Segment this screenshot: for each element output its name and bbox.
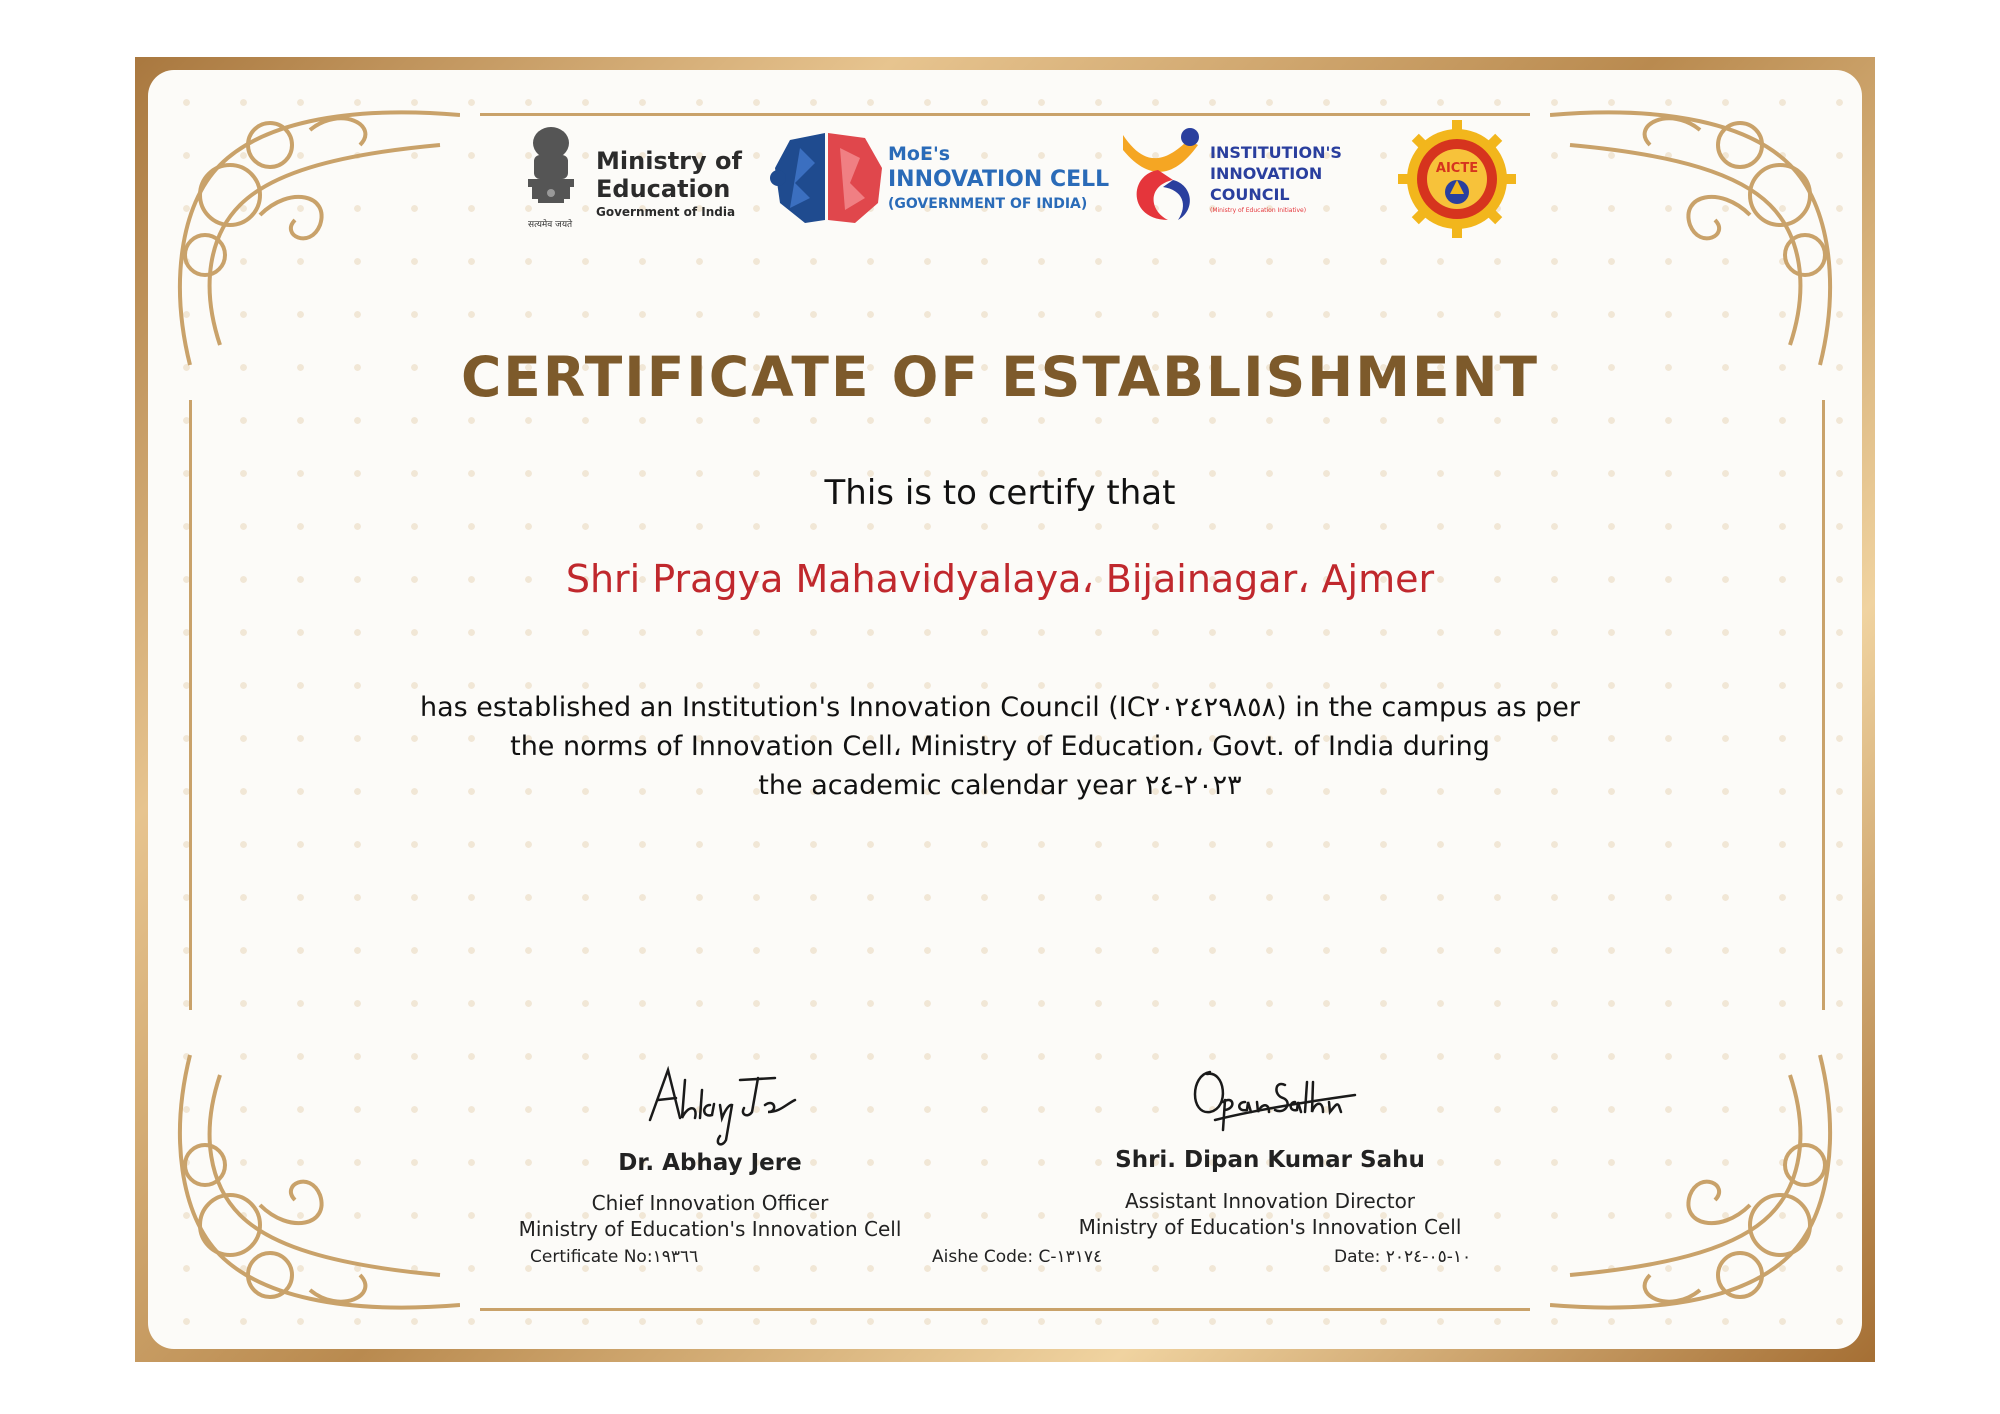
- body-line-2: the norms of Innovation Cell، Ministry of Education، Govt. of India during: [510, 731, 1490, 762]
- corner-ornament-bottom-left: [160, 1035, 460, 1335]
- iic-line1: INSTITUTION'S: [1210, 143, 1342, 162]
- aicte-logo: [1398, 120, 1516, 238]
- corner-ornament-bottom-right: [1550, 1035, 1850, 1335]
- corner-ornament-top-left: [160, 85, 460, 385]
- iic-logo: [1118, 125, 1358, 235]
- aishe-code: Aishe Code: C-١٣١٧٤: [932, 1247, 1103, 1267]
- moe-logo: [520, 125, 740, 235]
- certificate-title: CERTIFICATE OF ESTABLISHMENT: [460, 345, 1540, 409]
- moe-line1: Ministry of: [596, 147, 742, 175]
- bottom-rule: [480, 1308, 1530, 1311]
- left-signatory-org: Ministry of Education's Innovation Cell: [518, 1217, 902, 1241]
- iic-line2: INNOVATION: [1210, 164, 1323, 183]
- ic-line3: (GOVERNMENT OF INDIA): [888, 196, 1088, 212]
- iic-line4: (Ministry of Education Initiative): [1210, 207, 1307, 214]
- body-line-1: has established an Institution's Innovation Council (IC٢٠٢٤٢٩٨٥٨) in the campus as per: [419, 692, 1580, 723]
- issue-date: Date: ١٠-٠٥-٢٠٢٤: [1334, 1247, 1472, 1267]
- signature-left: [640, 1060, 800, 1150]
- aicte-gear-icon: [1398, 120, 1516, 238]
- aicte-label: AICTE: [1435, 161, 1479, 176]
- body-line-3: the academic calendar year ٢٠٢٣-٢٤: [758, 770, 1242, 801]
- corner-ornament-top-right: [1550, 85, 1850, 385]
- certify-intro: This is to certify that: [824, 473, 1176, 513]
- emblem-caption: सत्यमेव जयते: [528, 220, 573, 230]
- right-signatory-role: Assistant Innovation Director: [1124, 1189, 1416, 1213]
- ic-line2: INNOVATION CELL: [888, 167, 1110, 192]
- moe-line2: Education: [596, 175, 731, 203]
- brain-gear-icon: [770, 128, 885, 228]
- certificate-number: Certificate No:١٩٣٦٦: [530, 1247, 699, 1267]
- right-signatory-org: Ministry of Education's Innovation Cell: [1078, 1215, 1462, 1239]
- left-signatory-name: Dr. Abhay Jere: [618, 1150, 802, 1176]
- left-signatory-role: Chief Innovation Officer: [591, 1191, 829, 1215]
- right-signatory-name: Shri. Dipan Kumar Sahu: [1115, 1147, 1425, 1173]
- ic-line1: MoE's: [888, 143, 951, 165]
- iic-figure-icon: [1118, 125, 1208, 225]
- institution-name: Shri Pragya Mahavidyalaya، Bijainagar، Ajmer: [565, 557, 1435, 601]
- iic-line3: COUNCIL: [1210, 185, 1290, 204]
- top-rule: [480, 113, 1530, 116]
- signature-right: [1185, 1060, 1365, 1140]
- innovation-cell-logo: [770, 128, 1110, 228]
- national-emblem-icon: [520, 125, 582, 217]
- moe-line3: Government of India: [596, 205, 736, 219]
